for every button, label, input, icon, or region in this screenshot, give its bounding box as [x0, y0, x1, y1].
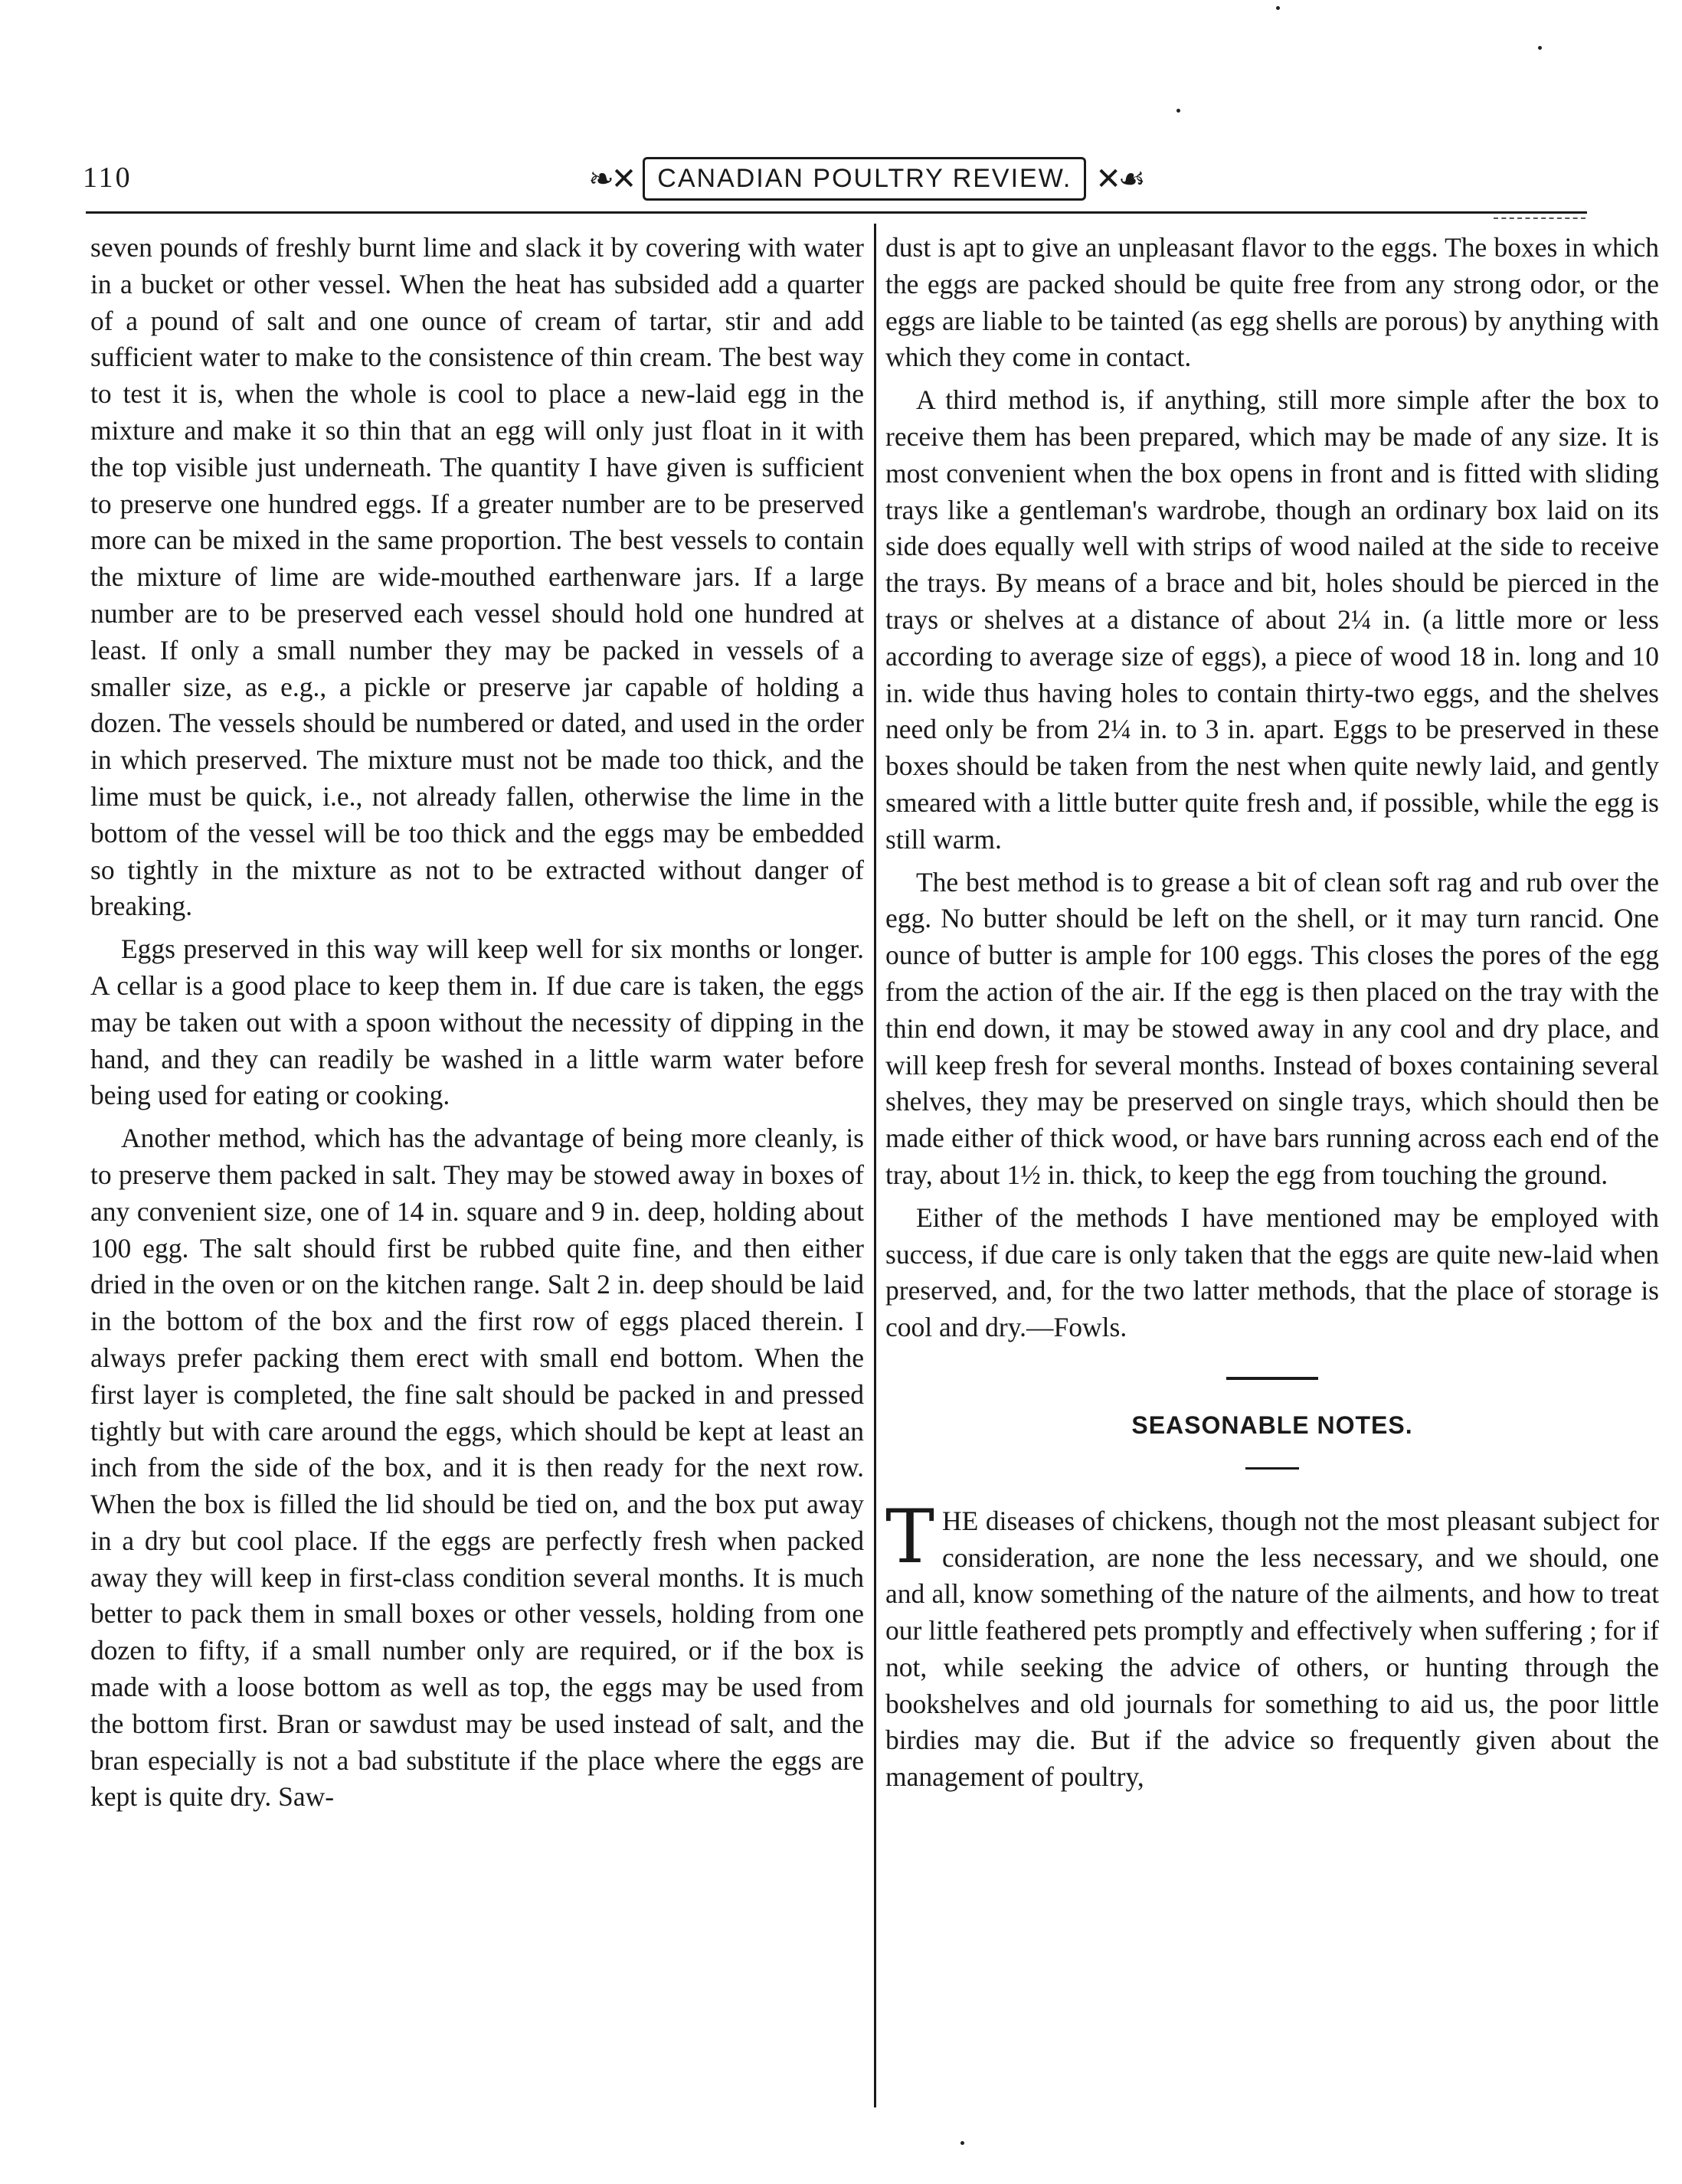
masthead-title: CANADIAN POULTRY REVIEW.	[643, 157, 1086, 201]
right-paragraph-2: A third method is, if anything, still more simple after the box to receive them has been prepared, which may be made of any size. It is most convenient when the box opens in front and is fitted with sliding trays like a gentleman's wardrobe, though an ordinary box laid on its side does equally well with strips of wood nailed at the side to receive the trays. By means of a brace and bit, holes should be pierced in the trays or shelves at a distance of about 2¼ in. (a little more or less according to average size of eggs), a piece of wood 18 in. long and 10 in. wide thus having holes to contain thirty-two eggs, and the shelves need only be from 2¼ in. to 3 in. apart. Eggs to be preserved in these boxes should be taken from the nest when quite newly laid, and gently smeared with a little butter quite fresh and, if possible, while the egg is still warm.	[885, 384, 1659, 855]
print-speck	[960, 2141, 964, 2145]
section-heading: SEASONABLE NOTES.	[1131, 1411, 1413, 1439]
section-paragraph	[885, 1493, 1659, 1796]
header-rule-dashed	[1494, 217, 1585, 219]
drop-cap: T	[885, 1493, 935, 1580]
page-number: 110	[83, 162, 133, 194]
header-rule	[86, 211, 1587, 214]
section-rule	[1226, 1377, 1318, 1380]
print-speck	[1538, 46, 1542, 50]
ornament-right: ✕☙	[1095, 161, 1143, 196]
masthead	[582, 152, 1149, 205]
right-paragraph-3: The best method is to grease a bit of clean soft rag and rub over the egg. No butter should be left on the shell, or it may turn rancid. One ounce of butter is ample for 100 eggs. This closes the pores of the egg from the action of the air. If the egg is then placed on the tray with the thin end down, it may be stowed away in any cool and dry place, and will keep fresh for several months. Instead of boxes containing several shelves, they may be preserved on single trays, which should then be made either of thick wood, or have bars running across each end of the tray, about 1½ in. thick, to keep the egg from touching the ground.	[885, 866, 1659, 1190]
column-divider	[874, 224, 876, 2107]
right-column	[885, 230, 1659, 1802]
section-paragraph-text: HE diseases of chickens, though not the most pleasant subject for consideration, are none the less necessary, and we should, one and all, know something of the nature of the ailments, and how to treat our little feathered pets promptly and effectively when suffering ; for if not, while seeking the advice of others, or hunting through the bookshelves and old journals for something to aid us, the poor little birdies may die. But if the advice so frequently given about the management of poultry,	[885, 1505, 1659, 1793]
left-paragraph-3: Another method, which has the advantage of being more cleanly, is to preserve them packed in salt. They may be stowed away in boxes of any convenient size, one of 14 in. square and 9 in. deep, holding about 100 egg. The salt should first be rubbed quite fine, and then either dried in the oven or on the kitchen range. Salt 2 in. deep should be laid in the bottom of the box and the first row of eggs placed therein. I always prefer packing them erect with small end bottom. When the first layer is completed, the fine salt should be packed in and pressed tightly but with care around the eggs, which should be kept at least an inch from the side of the box, and it is then ready for the next row. When the box is filled the lid should be tied on, and the box put away in a dry but cool place. If the eggs are perfectly fresh when packed away they will keep in first-class condition several months. It is much better to pack them in small boxes or other vessels, holding from one dozen to fifty, if a small number only are required, or if the box is made with a loose bottom as well as top, the eggs may be used from the bottom first. Bran or sawdust may be used instead of salt, and the bran especially is not a bad substitute if the place where the eggs are kept is quite dry. Saw-	[90, 1123, 864, 1813]
left-column	[90, 230, 864, 1822]
left-paragraph-2: Eggs preserved in this way will keep well for six months or longer. A cellar is a good place to keep them in. If due care is taken, the eggs may be taken out with a spoon without the necessity of dipping in the hand, and they can readily be washed in a little warm water before being used for eating or cooking.	[90, 933, 864, 1111]
print-speck	[1276, 6, 1280, 10]
print-speck	[1176, 109, 1180, 113]
left-paragraph-1: seven pounds of freshly burnt lime and slack it by covering with water in a bucket or other vessel. When the heat has subsided add a quarter of a pound of salt and one ounce of cream of tartar, stir and add sufficient water to make to the consistence of thin cream. The best way to test it is, when the whole is cool to place a new-laid egg in the mixture and make it so thin that an egg will only just float in it with the top visible just underneath. The quantity I have given is sufficient to preserve one hundred eggs. If a greater number are to be preserved more can be mixed in the same proportion. The best vessels to contain the mixture of lime are wide-mouthed earthenware jars. If a large number are to be preserved each vessel should hold one hundred at least. If only a small number they may be packed in vessels of a smaller size, as e.g., a pickle or preserve jar capable of holding a dozen. The vessels should be numbered or dated, and used in the order in which preserved. The mixture must not be made too thick, and the lime must be quick, i.e., not already fallen, otherwise the lime in the bottom of the vessel will be too thick and the eggs may be embedded so tightly in the mixture as not to be extracted without danger of breaking.	[90, 232, 864, 922]
section-rule-short	[1245, 1467, 1299, 1470]
right-paragraph-4: Either of the methods I have mentioned may be employed with success, if due care is only taken that the eggs are quite new-laid when preserved, and, for the two latter methods, that the place of storage is cool and dry.—Fowls.	[885, 1202, 1659, 1343]
ornament-left: ❧✕	[588, 161, 634, 196]
right-paragraph-1: dust is apt to give an unpleasant flavor to the eggs. The boxes in which the eggs are packed should be quite free from any strong odor, or the eggs are liable to be tainted (as egg shells are porous) by anything with which they come in contact.	[885, 232, 1659, 373]
